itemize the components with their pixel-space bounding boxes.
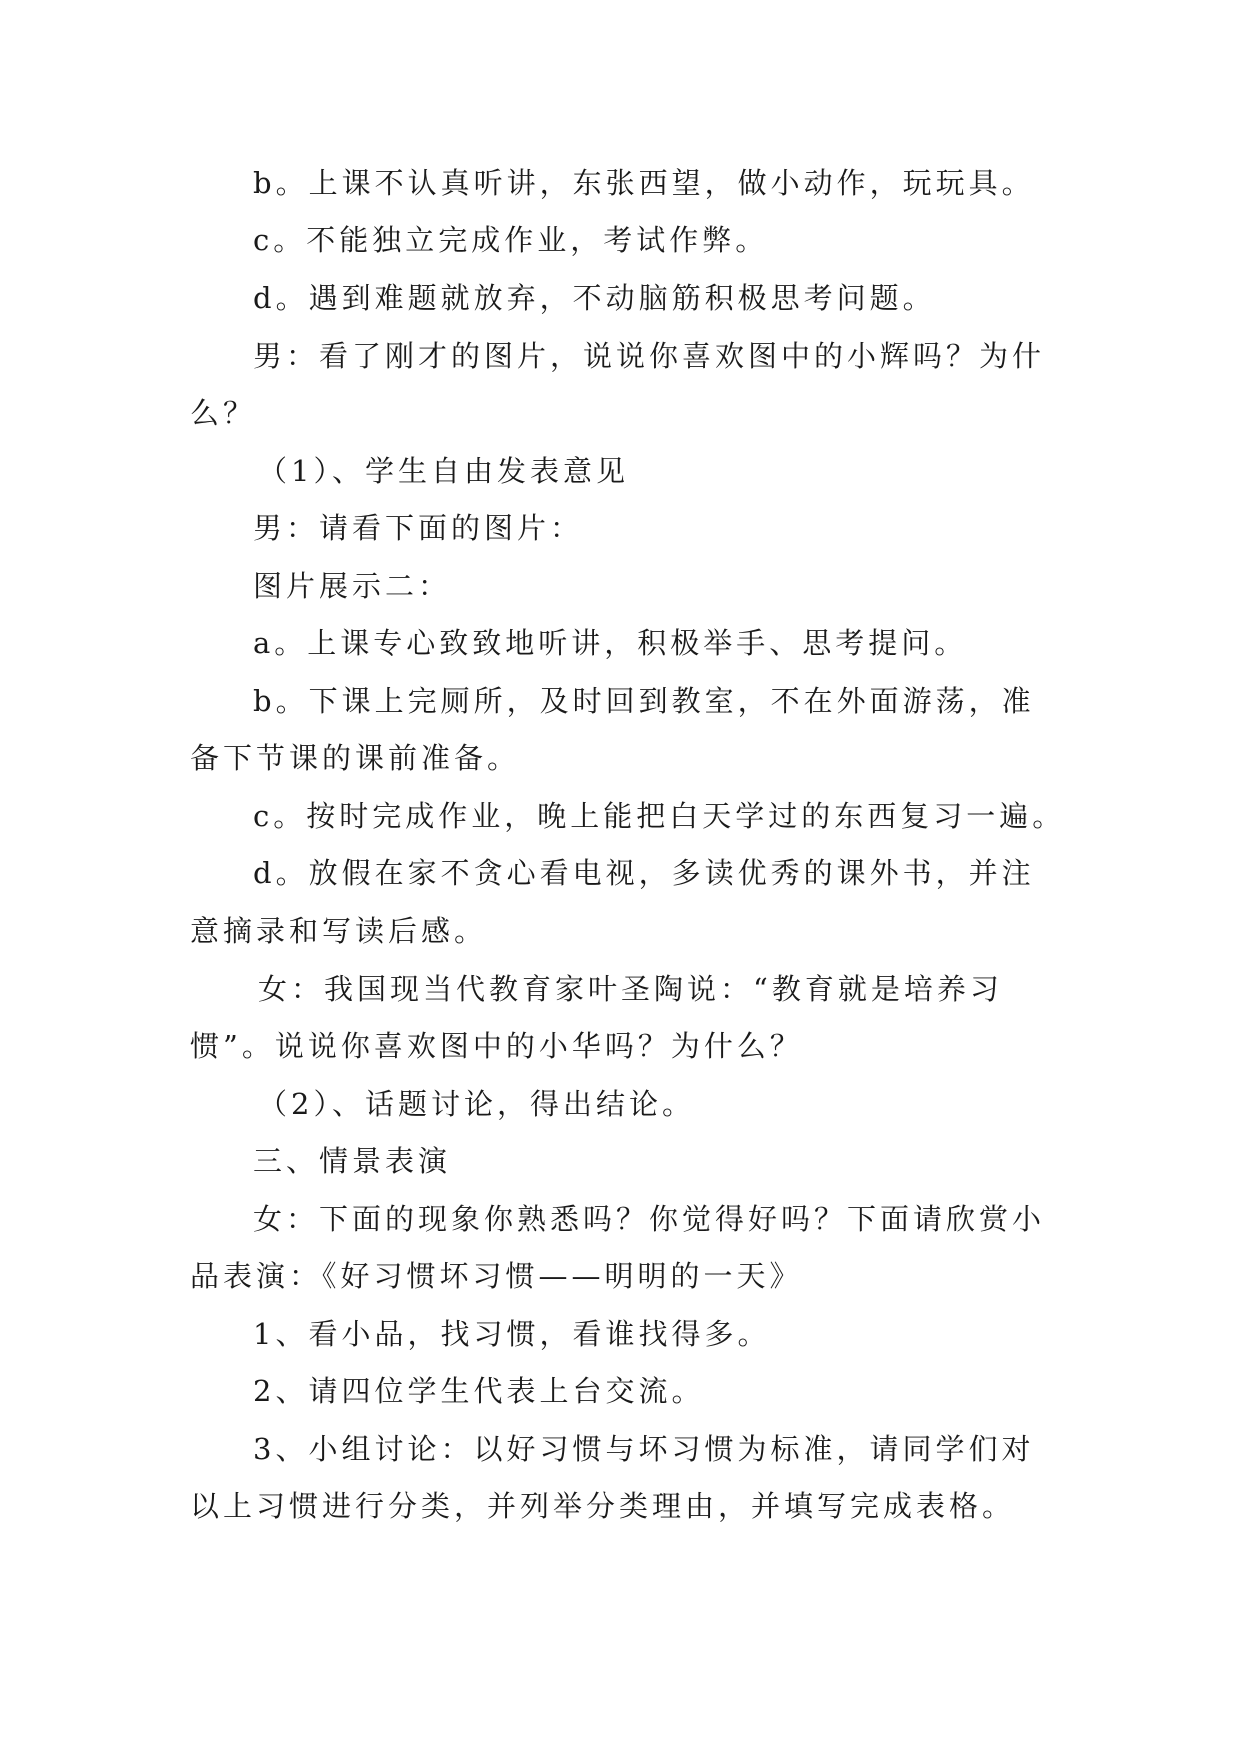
text-line: 2、请四位学生代表上台交流。 xyxy=(253,1374,705,1408)
text-line: 么？ xyxy=(190,396,257,430)
text-line: b。下课上完厕所，及时回到教室，不在外面游荡，准 xyxy=(253,684,1035,718)
text-line: c。按时完成作业，晚上能把白天学过的东西复习一遍。 xyxy=(253,799,1066,833)
text-line: （1）、学生自由发表意见 xyxy=(258,454,629,488)
text-line: 惯”。说说你喜欢图中的小华吗？为什么？ xyxy=(190,1029,803,1063)
text-line: a。上课专心致致地听讲，积极举手、思考提问。 xyxy=(253,626,968,660)
text-line: d。放假在家不贪心看电视，多读优秀的课外书，并注 xyxy=(253,856,1035,890)
text-line: 1、看小品，找习惯，看谁找得多。 xyxy=(253,1317,771,1351)
text-line: 图片展示二： xyxy=(253,569,452,603)
text-line: 意摘录和写读后感。 xyxy=(190,914,488,948)
text-line: 备下节课的课前准备。 xyxy=(190,741,521,775)
text-line: 以上习惯进行分类，并列举分类理由，并填写完成表格。 xyxy=(190,1489,1016,1523)
text-line: 3、小组讨论：以好习惯与坏习惯为标准，请同学们对 xyxy=(253,1432,1035,1466)
text-line: （2）、话题讨论，得出结论。 xyxy=(258,1087,695,1121)
text-line: d。遇到难题就放弃，不动脑筋积极思考问题。 xyxy=(253,281,936,315)
text-line: 男：请看下面的图片： xyxy=(253,511,584,545)
text-line: c。不能独立完成作业，考试作弊。 xyxy=(253,223,769,257)
text-line: 男：看了刚才的图片，说说你喜欢图中的小辉吗？为什 xyxy=(253,339,1046,373)
text-line: 三、情景表演 xyxy=(253,1144,452,1178)
text-line: b。上课不认真听讲，东张西望，做小动作，玩玩具。 xyxy=(253,166,1035,200)
text-line: 女：下面的现象你熟悉吗？你觉得好吗？下面请欣赏小 xyxy=(253,1202,1046,1236)
text-line: 品表演：《好习惯坏习惯——明明的一天》 xyxy=(190,1259,803,1293)
text-line: 女：我国现当代教育家叶圣陶说：“教育就是培养习 xyxy=(258,972,1003,1006)
